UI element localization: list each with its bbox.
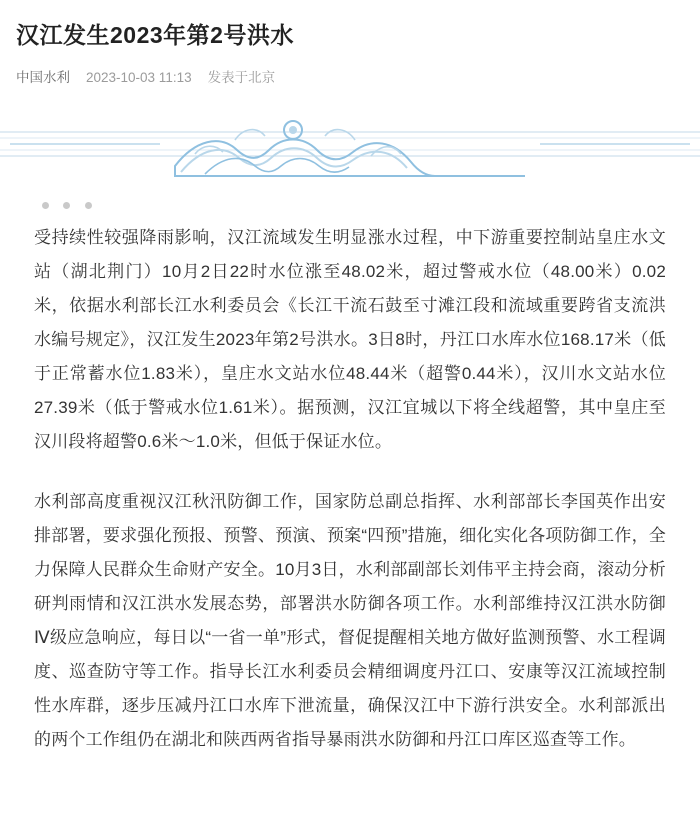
article-body [0,182,700,757]
dot [42,202,49,209]
meta-source: 中国水利 [16,70,70,85]
meta-datetime: 2023-10-03 11:13 [86,70,192,85]
decorative-dots [42,202,666,209]
article-header [0,0,700,86]
wave-ornament-icon [0,104,700,182]
article-paragraph: 受持续性较强降雨影响，汉江流域发生明显涨水过程，中下游重要控制站皇庄水文站（湖北荆门）10月2日22时水位涨至48.02米，超过警戒水位（48.00米）0.02米，依据水利部长江水利委员会《长江干流石鼓至寸滩江段和流域重要跨省支流洪水编号规定》，汉江发生2023年第2号洪水。3日8时，丹江口水库水位168.17米（低于正常蓄水位1.83米），皇庄水文站水位48.44米（超警0.44米），汉川水文站水位27.39米（低于警戒水位1.61米）。据预测，汉江宜城以下将全线超警，其中皇庄至汉川段将超警0.6米～1.0米，但低于保证水位。 [34,228,666,451]
meta-location: 发表于北京 [207,70,276,85]
dot [85,202,92,209]
page-title: 汉江发生2023年第2号洪水 [16,22,294,48]
dot [63,202,70,209]
article-paragraph: 水利部高度重视汉江秋汛防御工作，国家防总副总指挥、水利部部长李国英作出安排部署，要求强化预报、预警、预演、预案“四预”措施，细化实化各项防御工作，全力保障人民群众生命财产安全。10月3日，水利部副部长刘伟平主持会商，滚动分析研判雨情和汉江洪水发展态势，部署洪水防御各项工作。水利部维持汉江洪水防御Ⅳ级应急响应，每日以“一省一单”形式，督促提醒相关地方做好监测预警、水工程调度、巡查防守等工作。指导长江水利委员会精细调度丹江口、安康等汉江流域控制性水库群，逐步压减丹江口水库下泄流量，确保汉江中下游行洪安全。水利部派出的两个工作组仍在湖北和陕西两省指导暴雨洪水防御和丹江口库区巡查等工作。 [34,492,666,749]
wave-ornament-banner [0,104,700,182]
article-meta [16,66,684,86]
